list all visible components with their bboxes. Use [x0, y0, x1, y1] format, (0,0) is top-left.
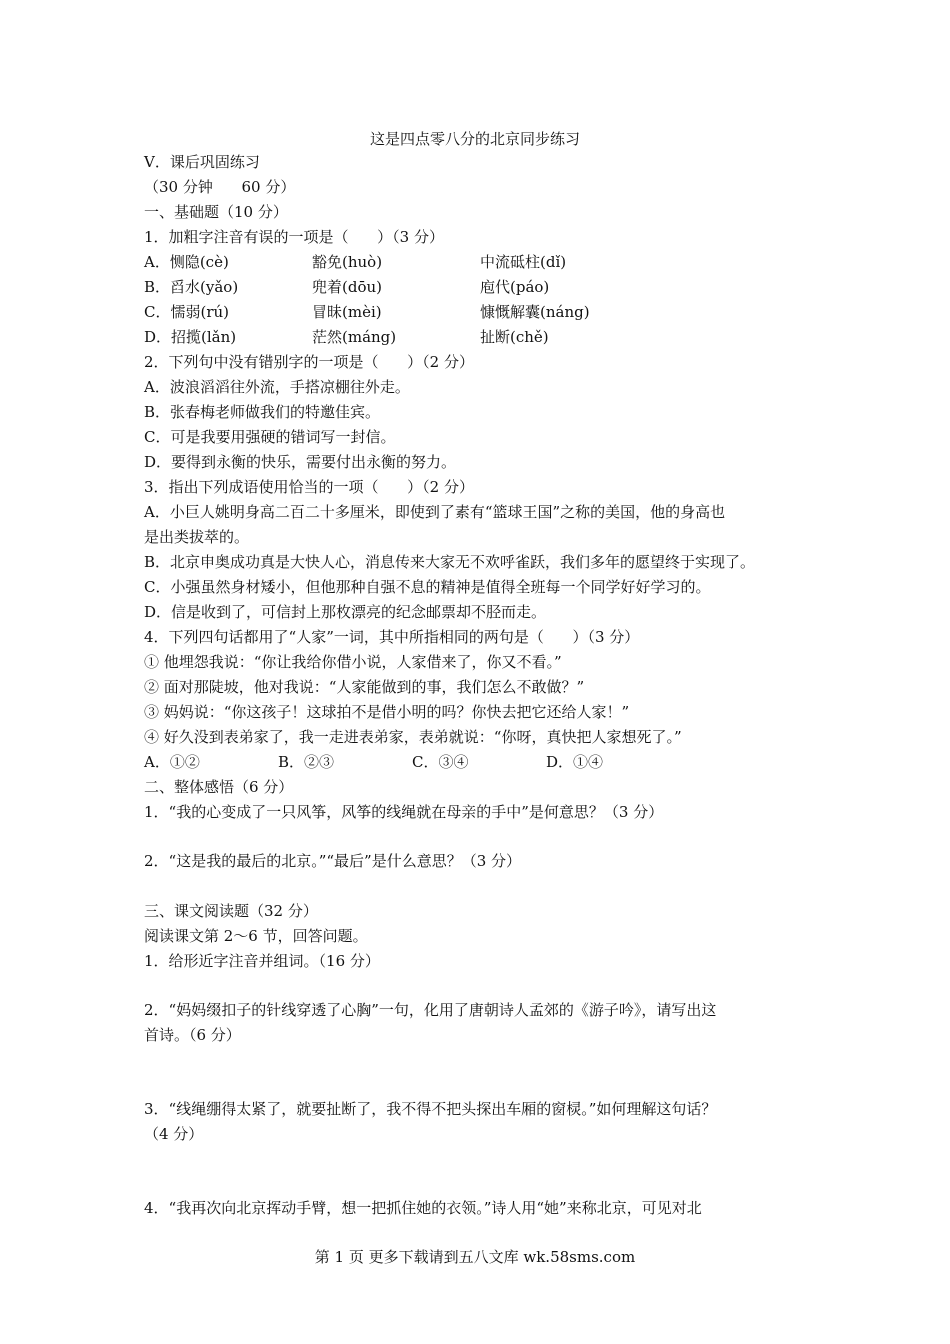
time-score: （30 分钟 60 分） — [144, 178, 296, 196]
page-title: 这是四点零八分的北京同步练习 — [369, 130, 580, 148]
q3-option: A．小巨人姚明身高二百二十多厘米，即使到了素有“篮球王国”之称的美国，他的身高也 — [144, 503, 726, 521]
q1-option: A．恻隐(cè) — [144, 253, 229, 271]
q2-option: A．波浪滔滔往外流，手搭凉棚往外走。 — [144, 378, 410, 396]
q4-sentence: ③ 妈妈说：“你这孩子！这球拍不是借小明的吗？你快去把它还给人家！” — [144, 703, 630, 721]
q1-option: 豁免(huò) — [312, 253, 383, 271]
part2-heading: 二、整体感悟（6 分） — [144, 778, 294, 796]
q1-option: B．舀水(yǎo) — [144, 278, 239, 296]
q4-sentence: ② 面对那陡坡，他对我说：“人家能做到的事，我们怎么不敢做？” — [144, 678, 585, 696]
q1-option: C．懦弱(rú) — [144, 303, 230, 321]
q4-sentence: ④ 好久没到表弟家了，我一走进表弟家，表弟就说：“你呀，真快把人家想死了。” — [144, 728, 682, 746]
q4-answer: C．③④ — [412, 753, 469, 771]
section-heading: V．课后巩固练习 — [144, 153, 260, 171]
q1-option: 庖代(páo) — [480, 278, 550, 296]
q4-stem: 4．下列四句话都用了“人家”一词，其中所指相同的两句是（ ）（3 分） — [144, 628, 640, 646]
q4-answer: D．①④ — [546, 753, 604, 771]
q1-option: 冒昧(mèi) — [312, 303, 382, 321]
q2-stem: 2．下列句中没有错别字的一项是（ ）（2 分） — [144, 353, 474, 371]
q3-option: B．北京申奥成功真是大快人心，消息传来大家无不欢呼雀跃，我们多年的愿望终于实现了。 — [144, 553, 756, 571]
part3-q1: 1．给形近字注音并组词。（16 分） — [144, 952, 380, 970]
q3-stem: 3．指出下列成语使用恰当的一项（ ）（2 分） — [144, 478, 474, 496]
q1-option: 扯断(chě) — [480, 328, 549, 346]
q1-option: 茫然(máng) — [312, 328, 397, 346]
q3-option: D．信是收到了，可信封上那枚漂亮的纪念邮票却不胫而走。 — [144, 603, 547, 621]
q1-option: 中流砥柱(dǐ) — [480, 253, 567, 271]
q1-option: D．招揽(lǎn) — [144, 328, 237, 346]
q4-answer: B．②③ — [278, 753, 335, 771]
part3-q4: 4．“我再次向北京挥动手臂，想一把抓住她的衣领。”诗人用“她”来称北京，可见对北 — [144, 1199, 702, 1217]
q2-option: D．要得到永衡的快乐，需要付出永衡的努力。 — [144, 453, 457, 471]
q2-option: C．可是我要用强硬的错词写一封信。 — [144, 428, 396, 446]
part1-heading: 一、基础题（10 分） — [144, 203, 288, 221]
q1-option: 兜着(dōu) — [312, 278, 382, 296]
part3-q3: 3．“线绳绷得太紧了，就要扯断了，我不得不把头探出车厢的窗棂。”如何理解这句话？ — [144, 1100, 717, 1118]
page-footer: 第 1 页 更多下载请到五八文库 wk.58sms.com — [314, 1248, 636, 1266]
part3-q2-cont: 首诗。（6 分） — [144, 1026, 241, 1044]
part2-q2: 2．“这是我的最后的北京。”“最后”是什么意思？（3 分） — [144, 852, 522, 870]
part2-q1: 1．“我的心变成了一只风筝，风筝的线绳就在母亲的手中”是何意思？（3 分） — [144, 803, 664, 821]
q4-sentence: ① 他埋怨我说：“你让我给你借小说，人家借来了，你又不看。” — [144, 653, 562, 671]
part3-q2: 2．“妈妈缀扣子的针线穿透了心胸”一句，化用了唐朝诗人孟郊的《游子吟》，请写出这 — [144, 1001, 717, 1019]
q3-option: C．小强虽然身材矮小，但他那种自强不息的精神是值得全班每一个同学好好学习的。 — [144, 578, 711, 596]
q1-stem: 1．加粗字注音有误的一项是（ ）（3 分） — [144, 228, 444, 246]
q1-option: 慷慨解囊(náng) — [480, 303, 590, 321]
part3-heading: 三、课文阅读题（32 分） — [144, 902, 318, 920]
part3-q3-cont: （4 分） — [144, 1125, 204, 1143]
q4-answer: A．①② — [144, 753, 200, 771]
q2-option: B．张春梅老师做我们的特邀佳宾。 — [144, 403, 381, 421]
q3-option: 是出类拔萃的。 — [144, 528, 250, 546]
part3-intro: 阅读课文第 2～6 节，回答问题。 — [144, 927, 368, 945]
